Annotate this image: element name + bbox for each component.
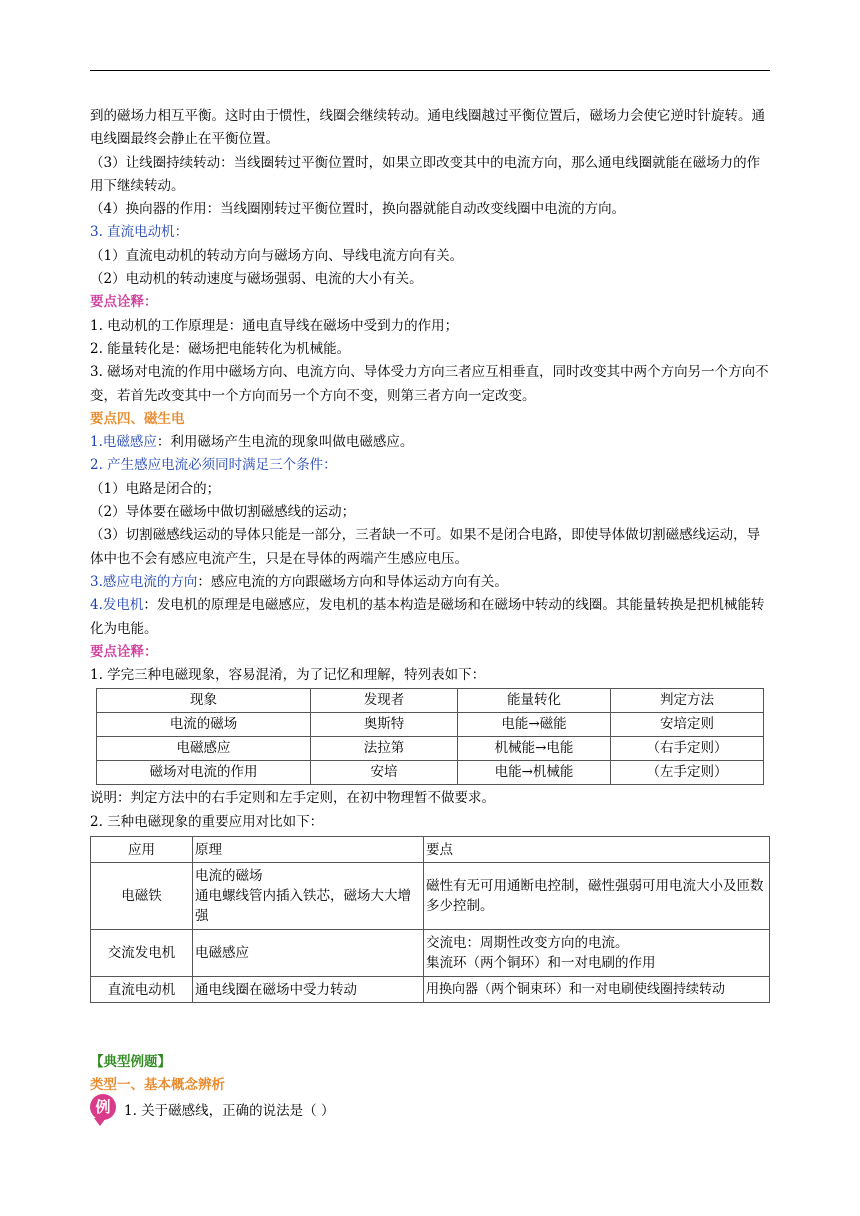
paragraph: 到的磁场力相互平衡。这时由于惯性，线圈会继续转动。通电线圈越过平衡位置后，磁场力会使它逆时针旋转。通电线圈最终会静止在平衡位置。 (90, 108, 765, 148)
table-cell: 机械能→电能 (458, 737, 611, 761)
phenomena-table (96, 688, 764, 785)
table-row (91, 977, 770, 1003)
paragraph: （3）切割磁感线运动的导体只能是一部分，三者缺一不可。如果不是闭合电路，即使导体做切割磁感线运动，导体中也不会有感应电流产生，只是在导体的两端产生感应电压。 (90, 527, 761, 567)
table-header-cell: 应用 (91, 837, 193, 863)
term-label: 3.感应电流的方向 (90, 573, 198, 590)
table-header-row (91, 837, 770, 863)
term-label: 4.发电机 (90, 597, 144, 614)
cell-line: 交流电：周期性改变方向的电流。 (426, 935, 629, 952)
paragraph: （3）让线圈持续转动：当线圈转过平衡位置时，如果立即改变其中的电流方向，那么通电线圈就能在磁场力的作用下继续转动。 (90, 154, 761, 194)
paragraph: 1. 电动机的工作原理是：通电直导线在磁场中受到力的作用； (90, 317, 459, 334)
term-text: ：感应电流的方向跟磁场方向和导体运动方向有关。 (197, 573, 508, 590)
table-row (97, 713, 764, 737)
cell-line: 通电螺线管内插入铁芯，磁场大大增强 (195, 888, 411, 925)
paragraph (90, 571, 772, 594)
table-cell: 磁性有无可用通断电控制，磁性强弱可用电流大小及匝数多少控制。 (424, 863, 770, 930)
cell-line: 电流的磁场 (195, 868, 263, 885)
table-header-cell: 能量转化 (458, 689, 611, 713)
table-cell: 奥斯特 (311, 713, 458, 737)
table-cell: 安培定则 (611, 713, 764, 737)
table-cell: 直流电动机 (91, 977, 193, 1003)
examples-heading: 【典型例题】 (90, 1054, 171, 1071)
table-cell: 交流发电机 (91, 930, 193, 977)
table-cell: （左手定则） (611, 761, 764, 785)
table-row (97, 761, 764, 785)
key-point-heading: 要点诠释： (90, 294, 158, 311)
table-header-cell: 发现者 (311, 689, 458, 713)
table-cell (424, 930, 770, 977)
term-label: 1.电磁感应 (90, 434, 157, 451)
header-rule (90, 70, 770, 71)
table-cell: 电磁感应 (97, 737, 311, 761)
table-row (91, 863, 770, 930)
paragraph: 3. 磁场对电流的作用中磁场方向、电流方向、导体受力方向三者应互相垂直，同时改变其中两个方向另一个方向不变，若首先改变其中一个方向而另一个方向不变，则第三者方向一定改变。 (90, 364, 769, 404)
table-cell: 用换向器（两个铜束环）和一对电刷使线圈持续转动 (424, 977, 770, 1003)
term-text: ：利用磁场产生电流的现象叫做电磁感应。 (156, 434, 414, 451)
table-cell: 电能→机械能 (458, 761, 611, 785)
table-cell: 电能→磁能 (458, 713, 611, 737)
paragraph (90, 594, 772, 641)
subheading: 2. 产生感应电流必须同时满足三个条件： (90, 457, 337, 474)
table-cell: 安培 (311, 761, 458, 785)
paragraph: （1）直流电动机的转动方向与磁场方向、导线电流方向有关。 (90, 247, 464, 264)
table-note: 说明：判定方法中的右手定则和左手定则，在初中物理暂不做要求。 (90, 790, 495, 807)
table-cell: 法拉第 (311, 737, 458, 761)
table-header-cell: 原理 (193, 837, 424, 863)
subheading: 3. 直流电动机： (90, 224, 189, 241)
table-row (91, 930, 770, 977)
table-cell (193, 863, 424, 930)
paragraph: （4）换向器的作用：当线圈刚转过平衡位置时，换向器就能自动改变线圈中电流的方向。 (90, 201, 626, 218)
table-header-cell: 判定方法 (611, 689, 764, 713)
cell-line: 集流环（两个铜环）和一对电刷的作用 (426, 955, 656, 972)
paragraph (90, 431, 772, 454)
paragraph: （1）电路是闭合的； (90, 480, 221, 497)
example-text: 1. 关于磁感线，正确的说法是（ ） (124, 1102, 335, 1119)
applications-table (90, 836, 770, 1003)
table-cell: 电流的磁场 (97, 713, 311, 737)
table-header-row (97, 689, 764, 713)
table-row (97, 737, 764, 761)
paragraph: 2. 三种电磁现象的重要应用对比如下： (90, 813, 324, 830)
paragraph: 2. 能量转化是：磁场把电能转化为机械能。 (90, 340, 351, 357)
type-heading: 类型一、基本概念辨析 (90, 1077, 225, 1094)
example-question (90, 1097, 772, 1130)
table-cell: （右手定则） (611, 737, 764, 761)
key-point-heading: 要点诠释： (90, 643, 158, 660)
term-text: ：发电机的原理是电磁感应，发电机的基本构造是磁场和在磁场中转动的线圈。其能量转换是把机械能转化为电能。 (90, 597, 765, 637)
table-header-cell: 要点 (424, 837, 770, 863)
table-cell: 电磁铁 (91, 863, 193, 930)
section-heading: 要点四、磁生电 (90, 410, 185, 427)
paragraph: （2）导体要在磁场中做切割磁感线的运动； (90, 504, 356, 521)
table-cell: 通电线圈在磁场中受力转动 (193, 977, 424, 1003)
document-body (90, 105, 772, 1130)
table-cell: 磁场对电流的作用 (97, 761, 311, 785)
paragraph: （2）电动机的转动速度与磁场强弱、电流的大小有关。 (90, 271, 423, 288)
example-badge-icon: 例 (90, 1094, 116, 1120)
table-cell: 电磁感应 (193, 930, 424, 977)
paragraph: 1. 学完三种电磁现象，容易混淆，为了记忆和理解，特列表如下： (90, 667, 486, 684)
table-header-cell: 现象 (97, 689, 311, 713)
